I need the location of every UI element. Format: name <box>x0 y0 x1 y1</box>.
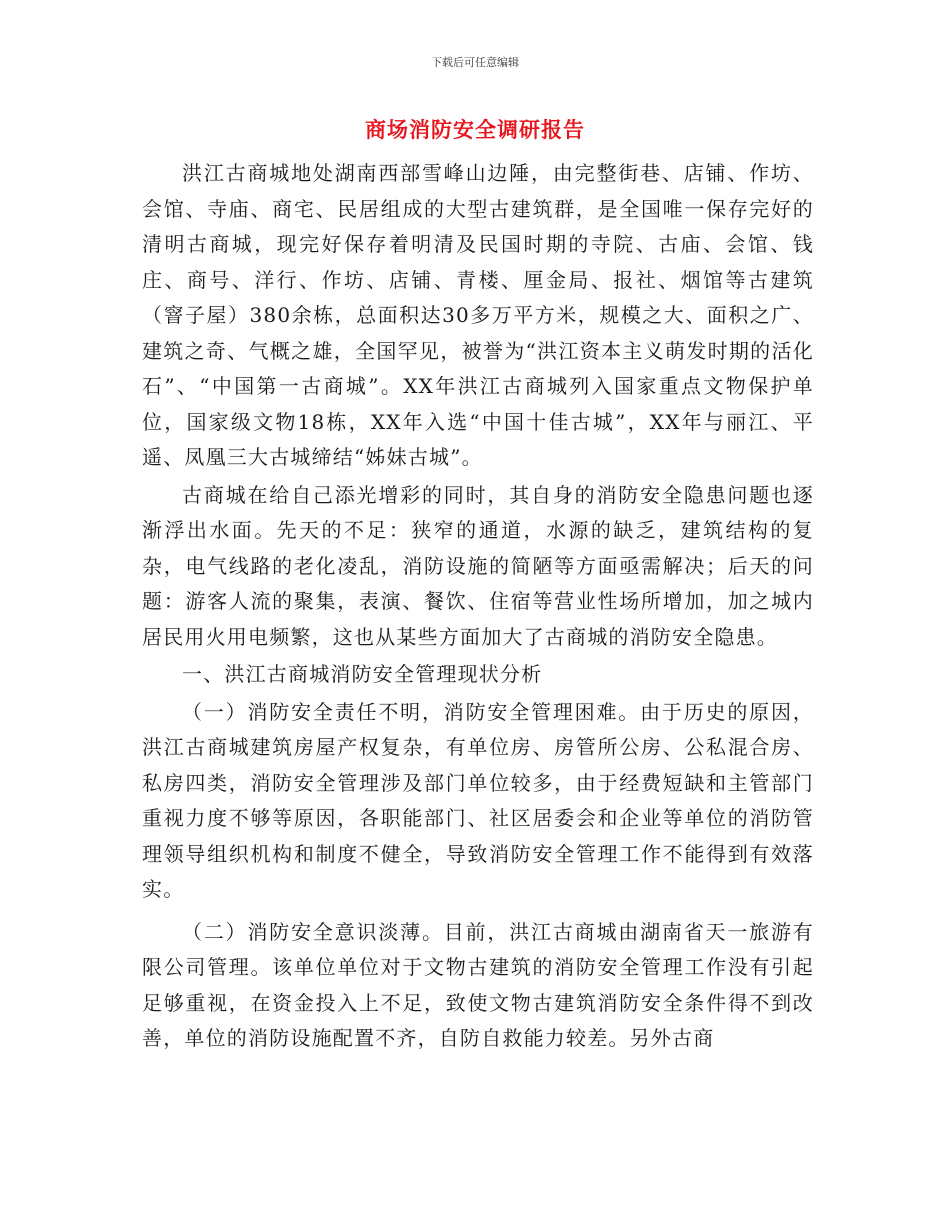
paragraph-intro: 洪江古商城地处湖南西部雪峰山边陲，由完整街巷、店铺、作坊、会馆、寺庙、商宅、民居组成的大型古建筑群，是全国唯一保存完好的清明古商城，现完好保存着明清及民国时期的寺院、古庙、会馆、钱庄、商号、洋行、作坊、店铺、青楼、厘金局、报社、烟馆等古建筑（窨子屋）380余栋，总面积达30多万平方米，规模之大、面积之广、建筑之奇、气概之雄，全国罕见，被誉为“洪江资本主义萌发时期的活化石”、“中国第一古商城”。XX年洪江古商城列入国家重点文物保护单位，国家级文物18栋，XX年入选“中国十佳古城”，XX年与丽江、平遥、凤凰三大古城缔结“姊妹古城”。 <box>142 161 814 469</box>
paragraph-subsection-1: （一）消防安全责任不明，消防安全管理困难。由于历史的原因，洪江古商城建筑房屋产权复杂，有单位房、房管所公房、公私混合房、私房四类，消防安全管理涉及部门单位较多，由于经费短缺和主管部门重视力度不够等原因，各职能部门、社区居委会和企业等单位的消防管理领导组织机构和制度不健全，导致消防安全管理工作不能得到有效落实。 <box>142 699 814 901</box>
document-title: 商场消防安全调研报告 <box>365 118 585 142</box>
document-body <box>142 156 814 1057</box>
paragraph-hazards: 古商城在给自己添光增彩的同时，其自身的消防安全隐患问题也逐渐浮出水面。先天的不足：狭窄的通道，水源的缺乏，建筑结构的复杂，电气线路的老化凌乱，消防设施的简陋等方面亟需解决；后天的问题：游客人流的聚集，表演、餐饮、住宿等营业性场所增加，加之城内居民用火用电频繁，这也从某些方面加大了古商城的消防安全隐患。 <box>142 482 814 649</box>
paragraph-subsection-2: （二）消防安全意识淡薄。目前，洪江古商城由湖南省天一旅游有限公司管理。该单位单位对于文物古建筑的消防安全管理工作没有引起足够重视，在资金投入上不足，致使文物古建筑消防安全条件得不到改善，单位的消防设施配置不齐，自防自救能力较差。另外古商 <box>142 919 814 1050</box>
header-note: 下载后可任意编辑 <box>431 56 519 69</box>
section-heading-1: 一、洪江古商城消防安全管理现状分析 <box>182 662 543 686</box>
